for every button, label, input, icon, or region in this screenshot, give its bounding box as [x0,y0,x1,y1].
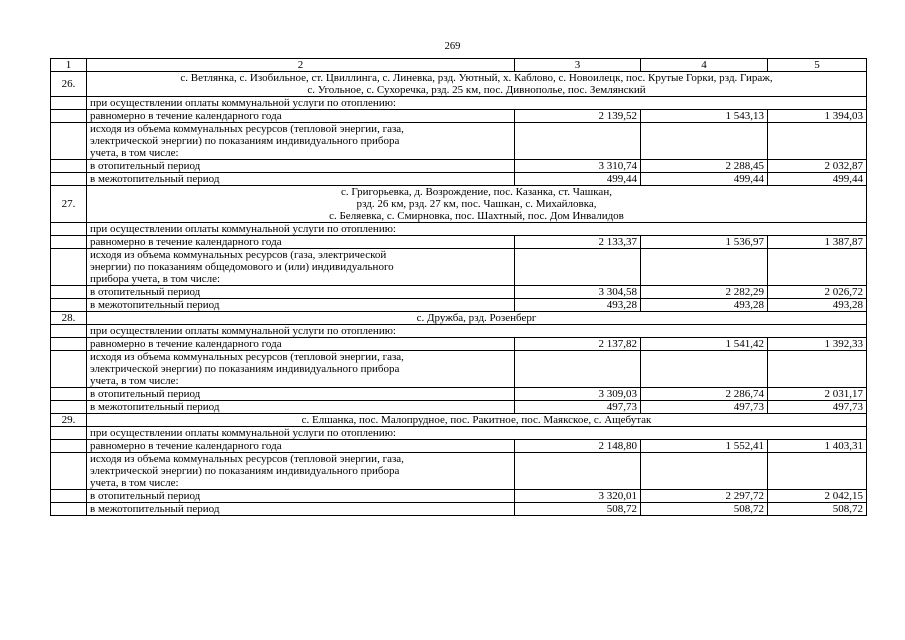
uniform-row [51,440,867,453]
source-label-line: электрической энергии) по показаниям индивидуального прибора [90,363,400,375]
value-col5: 2 031,17 [768,388,867,401]
payment-label: при осуществлении оплаты коммунальной услуги по отоплению: [87,325,867,338]
value-col4: 499,44 [641,173,768,186]
value-col3: 2 137,82 [515,338,641,351]
payment-label-row [51,325,867,338]
section-28-locality-row [51,312,867,325]
payment-label-row [51,427,867,440]
tariff-table [50,58,867,516]
section-number: 28. [51,312,87,325]
uniform-row [51,110,867,123]
value-col5: 499,44 [768,173,867,186]
payment-label: при осуществлении оплаты коммунальной услуги по отоплению: [87,223,867,236]
section-27-locality-row [51,186,867,223]
column-header-2: 2 [87,59,515,72]
interheating-row [51,173,867,186]
locality-list [87,414,867,427]
value-col3: 508,72 [515,503,641,516]
uniform-label: равномерно в течение календарного года [87,338,515,351]
value-col5: 493,28 [768,299,867,312]
value-col3: 3 320,01 [515,490,641,503]
value-col5: 2 032,87 [768,160,867,173]
column-header-5: 5 [768,59,867,72]
column-header-4: 4 [641,59,768,72]
locality-line: с. Григорьевка, д. Возрождение, пос. Казанка, ст. Чашкан, [341,186,612,198]
value-col3: 3 310,74 [515,160,641,173]
section-29-locality-row [51,414,867,427]
source-label-line: энергии) по показаниям общедомового и (или) индивидуального [90,261,394,273]
source-label-line: учета, в том числе: [90,147,179,159]
source-label-line: исходя из объема коммунальных ресурсов (тепловой энергии, газа, [90,453,404,465]
interheating-row [51,299,867,312]
value-col5: 1 394,03 [768,110,867,123]
heating-row [51,388,867,401]
value-col4: 493,28 [641,299,768,312]
source-label-line: исходя из объема коммунальных ресурсов (тепловой энергии, газа, [90,123,404,135]
value-col5: 1 403,31 [768,440,867,453]
uniform-row [51,338,867,351]
source-label-row [51,453,867,490]
value-col4: 1 543,13 [641,110,768,123]
value-col5: 2 026,72 [768,286,867,299]
source-label-row [51,123,867,160]
interheating-label: в межотопительный период [87,503,515,516]
value-col4: 2 297,72 [641,490,768,503]
source-label-line: исходя из объема коммунальных ресурсов (газа, электрической [90,249,387,261]
section-number: 27. [51,186,87,223]
value-col3: 493,28 [515,299,641,312]
source-label-line: учета, в том числе: [90,477,179,489]
value-col3: 499,44 [515,173,641,186]
value-col3: 497,73 [515,401,641,414]
value-col5: 1 392,33 [768,338,867,351]
interheating-label: в межотопительный период [87,173,515,186]
heating-row [51,286,867,299]
section-number: 26. [51,72,87,97]
source-label [87,249,515,286]
source-label-line: учета, в том числе: [90,375,179,387]
interheating-row [51,401,867,414]
source-label [87,123,515,160]
header-row [51,59,867,72]
column-header-3: 3 [515,59,641,72]
value-col5: 508,72 [768,503,867,516]
payment-label-row [51,223,867,236]
locality-line: с. Дружба, рзд. Розенберг [416,312,537,324]
source-label-line: исходя из объема коммунальных ресурсов (тепловой энергии, газа, [90,351,404,363]
source-label-line: электрической энергии) по показаниям индивидуального прибора [90,135,400,147]
uniform-label: равномерно в течение календарного года [87,236,515,249]
heating-label: в отопительный период [87,286,515,299]
heating-row [51,490,867,503]
interheating-label: в межотопительный период [87,299,515,312]
interheating-row [51,503,867,516]
locality-line: рзд. 26 км, рзд. 27 км, пос. Чашкан, с. Михайловка, [356,198,597,210]
value-col4: 2 286,74 [641,388,768,401]
source-label-row [51,249,867,286]
heating-label: в отопительный период [87,388,515,401]
heating-row [51,160,867,173]
heating-label: в отопительный период [87,160,515,173]
section-26-locality-row [51,72,867,97]
value-col5: 497,73 [768,401,867,414]
source-label [87,351,515,388]
interheating-label: в межотопительный период [87,401,515,414]
uniform-label: равномерно в течение календарного года [87,440,515,453]
value-col4: 1 552,41 [641,440,768,453]
value-col3: 2 148,80 [515,440,641,453]
value-col4: 2 282,29 [641,286,768,299]
page-number: 269 [444,41,461,52]
payment-label: при осуществлении оплаты коммунальной услуги по отоплению: [87,97,867,110]
locality-list [87,312,867,325]
value-col4: 1 536,97 [641,236,768,249]
value-col4: 508,72 [641,503,768,516]
payment-label-row [51,97,867,110]
locality-line: с. Беляевка, с. Смирновка, пос. Шахтный, пос. Дом Инвалидов [329,210,624,222]
uniform-label: равномерно в течение календарного года [87,110,515,123]
locality-line: с. Елшанка, пос. Малопрудное, пос. Ракитное, пос. Маякское, с. Ащебутак [301,414,652,426]
source-label [87,453,515,490]
value-col3: 3 309,03 [515,388,641,401]
payment-label: при осуществлении оплаты коммунальной услуги по отоплению: [87,427,867,440]
heating-label: в отопительный период [87,490,515,503]
value-col4: 2 288,45 [641,160,768,173]
value-col3: 3 304,58 [515,286,641,299]
uniform-row [51,236,867,249]
section-number: 29. [51,414,87,427]
value-col3: 2 139,52 [515,110,641,123]
source-label-row [51,351,867,388]
source-label-line: электрической энергии) по показаниям индивидуального прибора [90,465,400,477]
value-col3: 2 133,37 [515,236,641,249]
value-col5: 1 387,87 [768,236,867,249]
value-col5: 2 042,15 [768,490,867,503]
locality-line: с. Ветлянка, с. Изобильное, ст. Цвиллинга, с. Линевка, рзд. Уютный, х. Каблово, с. Новоилецк, пос. Крутые Горки, рзд. Гираж, [180,72,773,84]
locality-list [87,72,867,97]
value-col4: 1 541,42 [641,338,768,351]
value-col4: 497,73 [641,401,768,414]
locality-list [87,186,867,223]
locality-line: с. Угольное, с. Сухоречка, рзд. 25 км, пос. Дивнополье, пос. Землянский [307,84,646,96]
source-label-line: прибора учета, в том числе: [90,273,221,285]
column-header-1: 1 [51,59,87,72]
